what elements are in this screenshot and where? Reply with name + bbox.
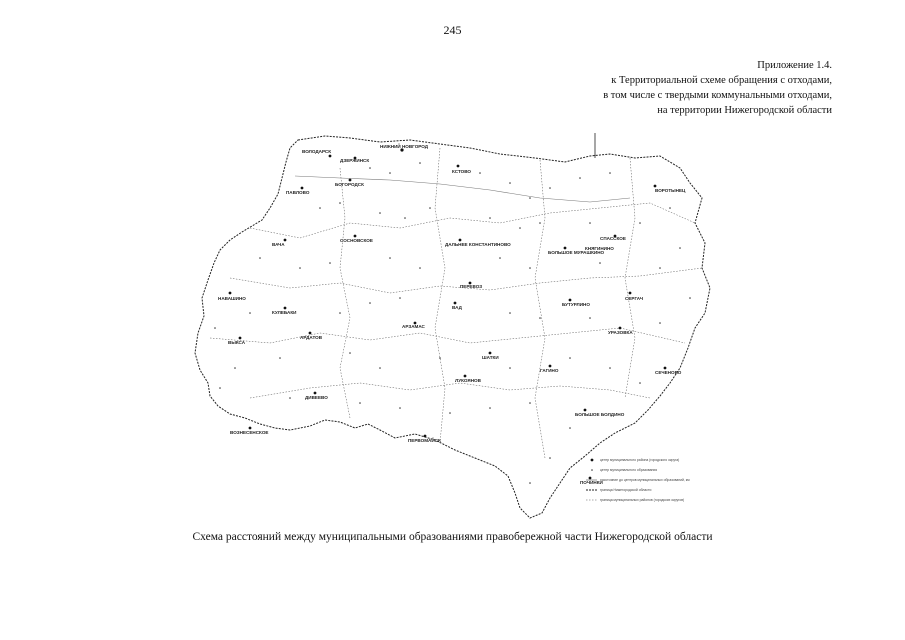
label-vorotynets: ВОРОТЫНЕЦ — [655, 188, 686, 193]
label-pervomaysk: ПЕРВОМАЙСК — [408, 438, 441, 443]
legend-symbol-settlement — [591, 469, 593, 471]
appendix-line-3: в том числе с твердыми коммунальными отходами, — [603, 90, 832, 101]
label-nizhny-novgorod: НИЖНИЙ НОВГОРОД — [380, 144, 429, 149]
label-perevoz: ПЕРЕВОЗ — [460, 284, 483, 289]
page-number: 245 — [443, 23, 462, 37]
label-vacha: ВАЧА — [272, 242, 285, 247]
label-volodarsk: ВОЛОДАРСК — [302, 149, 332, 154]
label-bolshoe-boldino: БОЛЬШОЕ БОЛДИНО — [575, 412, 625, 417]
label-sergach: СЕРГАЧ — [625, 296, 643, 301]
label-buturlino: БУТУРЛИНО — [562, 302, 590, 307]
label-bogorodsk: БОГОРОДСК — [335, 182, 364, 187]
label-ardatov: АРДАТОВ — [300, 335, 323, 340]
label-voznesenskoe: ВОЗНЕСЕНСКОЕ — [230, 430, 269, 435]
label-kstovo: КСТОВО — [452, 169, 471, 174]
appendix-heading — [532, 58, 832, 118]
label-urazovka: УРАЗОВКА — [608, 330, 633, 335]
label-gagino: ГАГИНО — [540, 368, 559, 373]
label-spasskoe: СПАССКОЕ — [600, 236, 626, 241]
appendix-line-1: Приложение 1.4. — [757, 60, 832, 71]
legend-region-border: граница Нижегородской области — [600, 488, 652, 492]
region-map-svg — [190, 128, 730, 523]
appendix-line-2: к Территориальной схеме обращения с отходами, — [611, 75, 832, 86]
river-line — [295, 176, 630, 202]
label-sechenovo: СЕЧЕНОВО — [655, 370, 682, 375]
label-vad: ВАД — [452, 305, 462, 310]
label-knyaginino: КНЯГИНИНО — [585, 246, 614, 251]
label-shatki: ШАТКИ — [482, 355, 499, 360]
label-dalnee-konstantinovo: ДАЛЬНЕЕ КОНСТАНТИНОВО — [445, 242, 511, 247]
settlement-points — [214, 162, 691, 484]
label-vyksa: ВЫКСА — [228, 340, 246, 345]
region-map — [190, 128, 730, 523]
label-pavlovo: ПАВЛОВО — [286, 190, 310, 195]
label-sosnovskoe: СОСНОВСКОЕ — [340, 238, 373, 243]
legend-district-border: граница муниципальных районов (городских округов) — [600, 498, 685, 502]
map-legend — [586, 458, 690, 502]
map-caption: Схема расстояний между муниципальными образованиями правобережной части Нижегородской области — [192, 531, 713, 543]
label-pochinki: ПОЧИНКИ — [580, 480, 603, 485]
town-labels — [218, 142, 686, 485]
label-arzamas: АРЗАМАС — [402, 324, 425, 329]
label-dzerzhinsk: ДЗЕРЖИНСК — [340, 158, 370, 163]
legend-district-center: центр муниципального района (городского округа) — [600, 458, 680, 462]
label-lukoyanov: ЛУКОЯНОВ — [455, 378, 481, 383]
label-bolshoe-murashkino: БОЛЬШОЕ МУРАШКИНО — [548, 250, 605, 255]
legend-distance: расстояние до центров муниципальных образований, км — [600, 478, 690, 482]
label-kulebaki: КУЛЕБАКИ — [272, 310, 297, 315]
legend-settlement: центр муниципального образования — [600, 468, 658, 472]
label-diveevo: ДИВЕЕВО — [305, 395, 328, 400]
label-navashino: НАВАШИНО — [218, 296, 246, 301]
legend-symbol-district-center — [591, 459, 594, 462]
appendix-line-4: на территории Нижегородской области — [657, 105, 832, 116]
